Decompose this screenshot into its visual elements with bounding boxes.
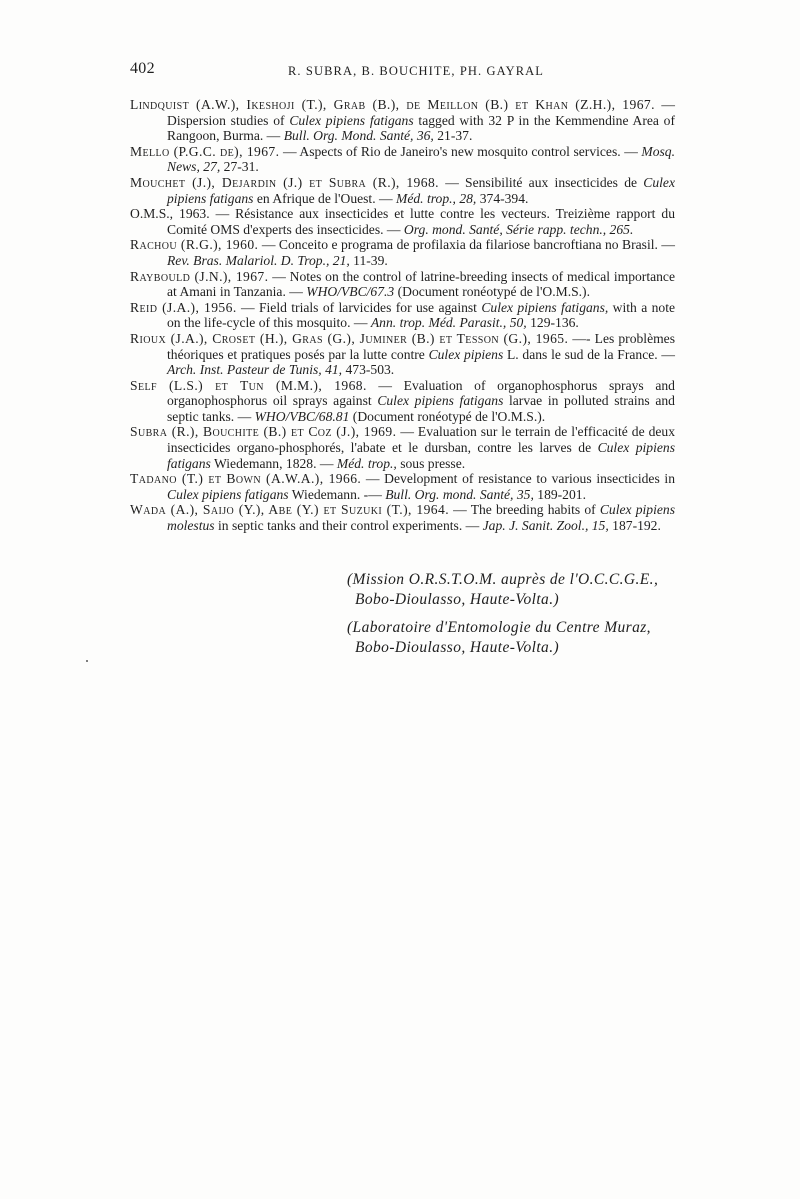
reference-authors: Raybould (J.N.), 1967. (130, 268, 269, 284)
reference-source: Bull. Org. Mond. Santé, 36, (283, 128, 434, 144)
reference-pages: 374-394. (479, 190, 529, 206)
reference-text: — Sensibilité aux insecticides de (445, 174, 638, 190)
affiliation (347, 618, 707, 657)
reference-species: Culex pipiens fatigans (167, 486, 289, 502)
reference-text: — Development of resistance to various insecticides in (365, 471, 675, 487)
reference-text: larvae in polluted strains and septic tanks. — (167, 393, 675, 424)
reference-species: Culex pipiens fatigans (167, 440, 675, 471)
reference-entry (130, 471, 675, 502)
reference-text: — Evaluation sur le terrain de l'efficacité de deux insecticides organo-phosphorés, l'abate et le dursban, contre les larves de (167, 424, 675, 456)
reference-text: — Aspects of Rio de Janeiro's new mosquito control services. — (282, 143, 638, 159)
reference-species: Culex pipiens fatigans, (481, 299, 609, 315)
reference-pages: sous presse. (400, 455, 466, 471)
reference-source: Arch. Inst. Pasteur de Tunis, 41, (167, 362, 343, 378)
reference-entry (130, 269, 675, 300)
reference-pages: 21-37. (437, 128, 473, 144)
reference-source: Org. mond. Santé, Série rapp. techn., 265. (403, 221, 634, 237)
page-header (130, 60, 675, 84)
reference-source: Mosq. News, 27, (167, 143, 675, 175)
reference-entry (130, 237, 675, 268)
reference-species: Culex pipiens molestus (167, 502, 676, 534)
reference-entry (130, 424, 675, 471)
reference-entry (130, 331, 675, 378)
reference-species: Culex pipiens fatigans (289, 112, 414, 128)
reference-entry (130, 97, 675, 144)
affiliation-line: (Laboratoire d'Entomologie du Centre Muraz, (347, 619, 651, 636)
reference-text: tagged with 32 P in the Kemmendine Area of Rangoon, Burma. — (167, 112, 676, 144)
reference-authors: Rachou (R.G.), 1960. (130, 237, 259, 253)
reference-pages: 187-192. (612, 518, 661, 534)
reference-pages: 473-503. (345, 362, 395, 378)
reference-species: Culex pipiens fatigans (377, 393, 504, 409)
reference-pages: (Document ronéotypé de l'O.M.S.). (352, 408, 546, 424)
affiliation-line: (Mission O.R.S.T.O.M. auprès de l'O.C.C.G.E., (347, 571, 659, 588)
running-head: R. SUBRA, B. BOUCHITE, PH. GAYRAL (288, 64, 545, 78)
reference-authors: Reid (J.A.), 1956. (130, 299, 237, 315)
reference-text: L. dans le sud de la France. — (507, 346, 675, 362)
reference-authors: Wada (A.), Saijo (Y.), Abe (Y.) et Suzuki (T.), 1964. (130, 502, 449, 518)
reference-pages: 189-201. (537, 486, 586, 502)
reference-authors: Mello (P.G.C. de), 1967. (130, 143, 280, 159)
affiliation-line: Bobo-Dioulasso, Haute-Volta.) (355, 590, 560, 608)
reference-text: — Dispersion studies of (167, 97, 675, 128)
reference-entry (130, 144, 675, 175)
reference-entry (130, 206, 675, 237)
reference-text: — Conceito e programa de profilaxia da filariose bancroftiana no Brasil. — (261, 237, 676, 253)
reference-entry (130, 378, 675, 425)
affiliation (347, 570, 707, 609)
reference-authors: Tadano (T.) et Bown (A.W.A.), 1966. (130, 471, 362, 487)
reference-authors: Self (L.S.) et Tun (M.M.), 1968. (130, 377, 367, 393)
reference-source: Bull. Org. mond. Santé, 35, (385, 486, 534, 502)
reference-source: Jap. J. Sanit. Zool., 15, (482, 518, 609, 534)
reference-source: Méd. trop., (336, 455, 397, 471)
reference-species: Culex pipiens fatigans (167, 174, 675, 206)
reference-text: Wiedemann. -— (291, 486, 382, 502)
reference-species: Culex pipiens (428, 346, 504, 362)
reference-authors: Rioux (J.A.), Croset (H.), Gras (G.), Juminer (B.) et Tesson (G.), 1965. (130, 330, 569, 346)
reference-text: — Field trials of larvicides for use against (241, 299, 477, 315)
reference-entry (130, 175, 675, 206)
reference-entry (130, 502, 675, 533)
reference-text: in septic tanks and their control experiments. — (217, 518, 480, 534)
reference-text: — The breeding habits of (453, 502, 596, 518)
reference-source: WHO/VBC/67.3 (306, 284, 395, 300)
reference-text: Wiedemann, 1828. — (213, 455, 334, 471)
reference-authors: Subra (R.), Bouchite (B.) et Coz (J.), 1969. (130, 424, 397, 440)
reference-text: with a note on the life-cycle of this mosquito. — (167, 299, 676, 331)
reference-authors: O.M.S., 1963. (130, 206, 210, 222)
reference-text: en Afrique de l'Ouest. — (256, 190, 393, 206)
reference-text: — Notes on the control of latrine-breeding insects of medical importance at Amani in Tanzania. — (167, 268, 676, 300)
reference-pages: 11-39. (353, 252, 388, 268)
print-speck (86, 660, 88, 662)
reference-pages: 129-136. (530, 315, 579, 331)
reference-pages: 27-31. (223, 159, 259, 175)
author-affiliations (347, 570, 707, 666)
reference-pages: (Document ronéotypé de l'O.M.S.). (397, 284, 590, 300)
affiliation-line: Bobo-Dioulasso, Haute-Volta.) (355, 638, 560, 656)
reference-text: — Résistance aux insecticides et lutte contre les vecteurs. Treizième rapport du Comité OMS d'experts des insecticides. — (167, 206, 676, 237)
reference-list (130, 97, 675, 534)
reference-authors: Lindquist (A.W.), Ikeshoji (T.), Grab (B.), de Meillon (B.) et Khan (Z.H.), 1967. (130, 97, 655, 112)
reference-source: WHO/VBC/68.81 (254, 408, 350, 424)
reference-text: —- Les problèmes théoriques et pratiques posés par la lutte contre (167, 330, 676, 362)
reference-source: Rev. Bras. Malariol. D. Trop., 21, (167, 252, 350, 268)
reference-text: — Evaluation of organophosphorus sprays and organophosphorus oil sprays against (167, 377, 675, 409)
reference-source: Ann. trop. Méd. Parasit., 50, (370, 315, 527, 331)
reference-entry (130, 300, 675, 331)
reference-authors: Mouchet (J.), Dejardin (J.) et Subra (R.), 1968. (130, 174, 439, 190)
page-number: 402 (130, 60, 155, 77)
reference-source: Méd. trop., 28, (396, 190, 477, 206)
